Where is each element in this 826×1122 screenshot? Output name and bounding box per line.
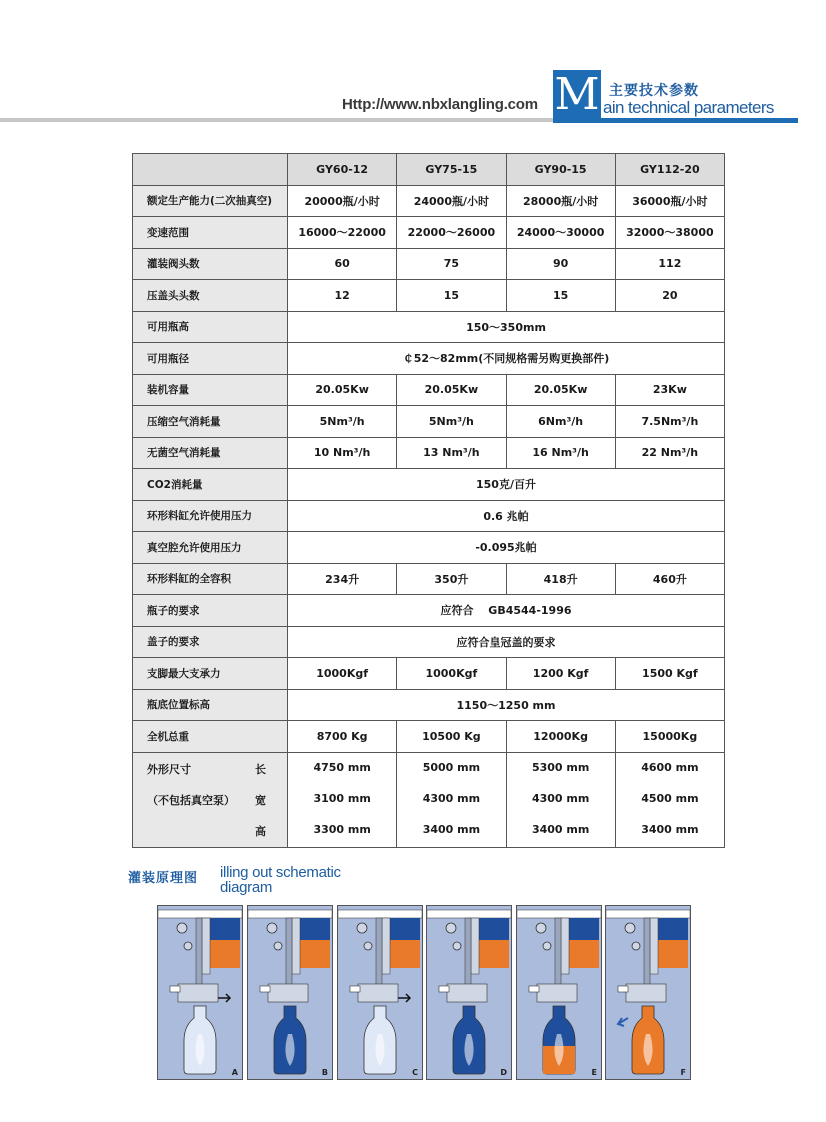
dimensions-note: （不包括真空泵） <box>147 793 235 807</box>
table-cell: 23Kw <box>615 374 724 406</box>
table-header-row <box>133 154 725 186</box>
table-cell: 20.05Kw <box>288 374 397 406</box>
width-value: 4300 mm <box>422 791 481 805</box>
table-cell-merged: 0.6 兆帕 <box>288 500 725 532</box>
table-cell: 12000Kg <box>506 721 615 753</box>
panel-label: D <box>500 1068 507 1077</box>
width-value: 3100 mm <box>313 791 371 805</box>
dimensions-label: 外形尺寸 <box>147 762 191 776</box>
table-cell: 234升 <box>288 563 397 595</box>
model-header: GY60-12 <box>288 154 397 186</box>
row-label: 无菌空气消耗量 <box>133 437 288 469</box>
table-row <box>133 185 725 217</box>
table-cell-merged: 150～350mm <box>288 311 725 343</box>
table-row <box>133 563 725 595</box>
table-cell: 5Nm³/h <box>288 406 397 438</box>
length-label: 长 <box>255 762 266 776</box>
table-cell-merged: 应符合皇冠盖的要求 <box>288 626 725 658</box>
model-header: GY75-15 <box>397 154 506 186</box>
length-value: 4600 mm <box>641 760 699 774</box>
row-label: 支脚最大支承力 <box>133 658 288 690</box>
width-value: 4300 mm <box>531 791 590 805</box>
table-cell: 1200 Kgf <box>506 658 615 690</box>
table-cell: 15 <box>397 280 506 312</box>
table-row <box>133 626 725 658</box>
width-label: 宽 <box>255 793 266 807</box>
table-row <box>133 721 725 753</box>
panel-label: B <box>321 1068 328 1077</box>
table-cell: 8700 Kg <box>288 721 397 753</box>
schematic-panel <box>426 905 512 1080</box>
length-value: 4750 mm <box>313 760 371 774</box>
table-corner-cell <box>133 154 288 186</box>
section-title-en: ain technical parameters <box>603 98 774 117</box>
table-cell: 24000瓶/小时 <box>397 185 506 217</box>
table-row <box>133 689 725 721</box>
row-label: 压盖头头数 <box>133 280 288 312</box>
table-cell: 15 <box>506 280 615 312</box>
table-row <box>133 311 725 343</box>
table-row <box>133 658 725 690</box>
table-cell: 15000Kg <box>615 721 724 753</box>
table-cell: 36000瓶/小时 <box>615 185 724 217</box>
table-cell: 12 <box>288 280 397 312</box>
schematic-panel <box>337 905 423 1080</box>
table-cell: 16000～22000 <box>288 217 397 249</box>
length-value: 5300 mm <box>531 760 590 774</box>
schematic-title-en-line1: illing out schematic <box>220 864 341 881</box>
row-label: 灌装阀头数 <box>133 248 288 280</box>
table-cell: 1000Kgf <box>397 658 506 690</box>
table-cell-merged: -0.095兆帕 <box>288 532 725 564</box>
table-cell: 460升 <box>615 563 724 595</box>
header-rule-grey <box>0 118 553 122</box>
table-cell <box>397 752 506 847</box>
table-cell: 24000～30000 <box>506 217 615 249</box>
table-cell: 28000瓶/小时 <box>506 185 615 217</box>
table-row <box>133 343 725 375</box>
table-row <box>133 437 725 469</box>
table-cell: 75 <box>397 248 506 280</box>
model-header: GY112-20 <box>615 154 724 186</box>
table-row <box>133 406 725 438</box>
row-label: 全机总重 <box>133 721 288 753</box>
height-value: 3400 mm <box>422 822 481 836</box>
table-cell: 350升 <box>397 563 506 595</box>
table-row <box>133 374 725 406</box>
table-cell: 10500 Kg <box>397 721 506 753</box>
table-row <box>133 280 725 312</box>
table-cell <box>288 752 397 847</box>
table-cell: 5Nm³/h <box>397 406 506 438</box>
table-cell: 90 <box>506 248 615 280</box>
row-label: 真空腔允许使用压力 <box>133 532 288 564</box>
table-row <box>133 469 725 501</box>
row-label: 可用瓶径 <box>133 343 288 375</box>
table-row <box>133 500 725 532</box>
length-value: 5000 mm <box>422 760 481 774</box>
technical-parameters-table <box>132 153 725 848</box>
row-label: 环形料缸允许使用压力 <box>133 500 288 532</box>
row-label: 额定生产能力(二次抽真空) <box>133 185 288 217</box>
height-label: 高 <box>255 824 266 838</box>
table-cell: 1000Kgf <box>288 658 397 690</box>
row-label: CO2消耗量 <box>133 469 288 501</box>
table-cell: 22000～26000 <box>397 217 506 249</box>
table-cell-merged: 150克/百升 <box>288 469 725 501</box>
table-cell: 16 Nm³/h <box>506 437 615 469</box>
table-cell: 112 <box>615 248 724 280</box>
model-header: GY90-15 <box>506 154 615 186</box>
height-value: 3400 mm <box>641 822 699 836</box>
schematic-panel <box>605 905 691 1080</box>
table-cell-merged: 1150～1250 mm <box>288 689 725 721</box>
row-label: 环形料缸的全容积 <box>133 563 288 595</box>
website-url: Http://www.nbxlangling.com <box>342 96 538 113</box>
schematic-title-cn: 灌装原理图 <box>128 871 199 886</box>
table-cell: 22 Nm³/h <box>615 437 724 469</box>
table-cell <box>615 752 724 847</box>
table-cell: 6Nm³/h <box>506 406 615 438</box>
table-cell: 10 Nm³/h <box>288 437 397 469</box>
schematic-panel <box>516 905 602 1080</box>
table-row <box>133 595 725 627</box>
row-label: 瓶子的要求 <box>133 595 288 627</box>
table-cell: 20 <box>615 280 724 312</box>
table-cell: 418升 <box>506 563 615 595</box>
table-cell: 32000～38000 <box>615 217 724 249</box>
row-label: 盖子的要求 <box>133 626 288 658</box>
table-row <box>133 248 725 280</box>
row-label: 瓶底位置标高 <box>133 689 288 721</box>
table-cell <box>506 752 615 847</box>
table-cell: 20.05Kw <box>397 374 506 406</box>
table-cell-merged: ￠52～82mm(不同规格需另购更换部件) <box>288 343 725 375</box>
dimensions-label-cell <box>133 752 288 847</box>
table-row <box>133 217 725 249</box>
table-cell: 1500 Kgf <box>615 658 724 690</box>
width-value: 4500 mm <box>641 791 699 805</box>
row-label: 变速范围 <box>133 217 288 249</box>
section-initial-m: M <box>554 69 600 120</box>
panel-label: E <box>591 1068 597 1077</box>
panel-label: C <box>412 1068 418 1077</box>
table-cell: 20000瓶/小时 <box>288 185 397 217</box>
table-cell: 7.5Nm³/h <box>615 406 724 438</box>
row-label: 可用瓶高 <box>133 311 288 343</box>
height-value: 3400 mm <box>531 822 590 836</box>
row-label: 压缩空气消耗量 <box>133 406 288 438</box>
section-title-cn: 主要技术参数 <box>609 83 699 99</box>
table-row <box>133 532 725 564</box>
schematic-title-en <box>220 865 341 895</box>
panel-label: F <box>680 1068 686 1077</box>
table-cell-merged: 应符合 GB4544-1996 <box>288 595 725 627</box>
row-label: 装机容量 <box>133 374 288 406</box>
panel-label: A <box>231 1068 238 1077</box>
table-row-dimensions <box>133 752 725 847</box>
schematic-title-en-line2: diagram <box>220 879 273 896</box>
table-cell: 20.05Kw <box>506 374 615 406</box>
table-cell: 13 Nm³/h <box>397 437 506 469</box>
height-value: 3300 mm <box>313 822 371 836</box>
schematic-panel <box>247 905 333 1080</box>
table-cell: 60 <box>288 248 397 280</box>
schematic-panel <box>157 905 243 1080</box>
